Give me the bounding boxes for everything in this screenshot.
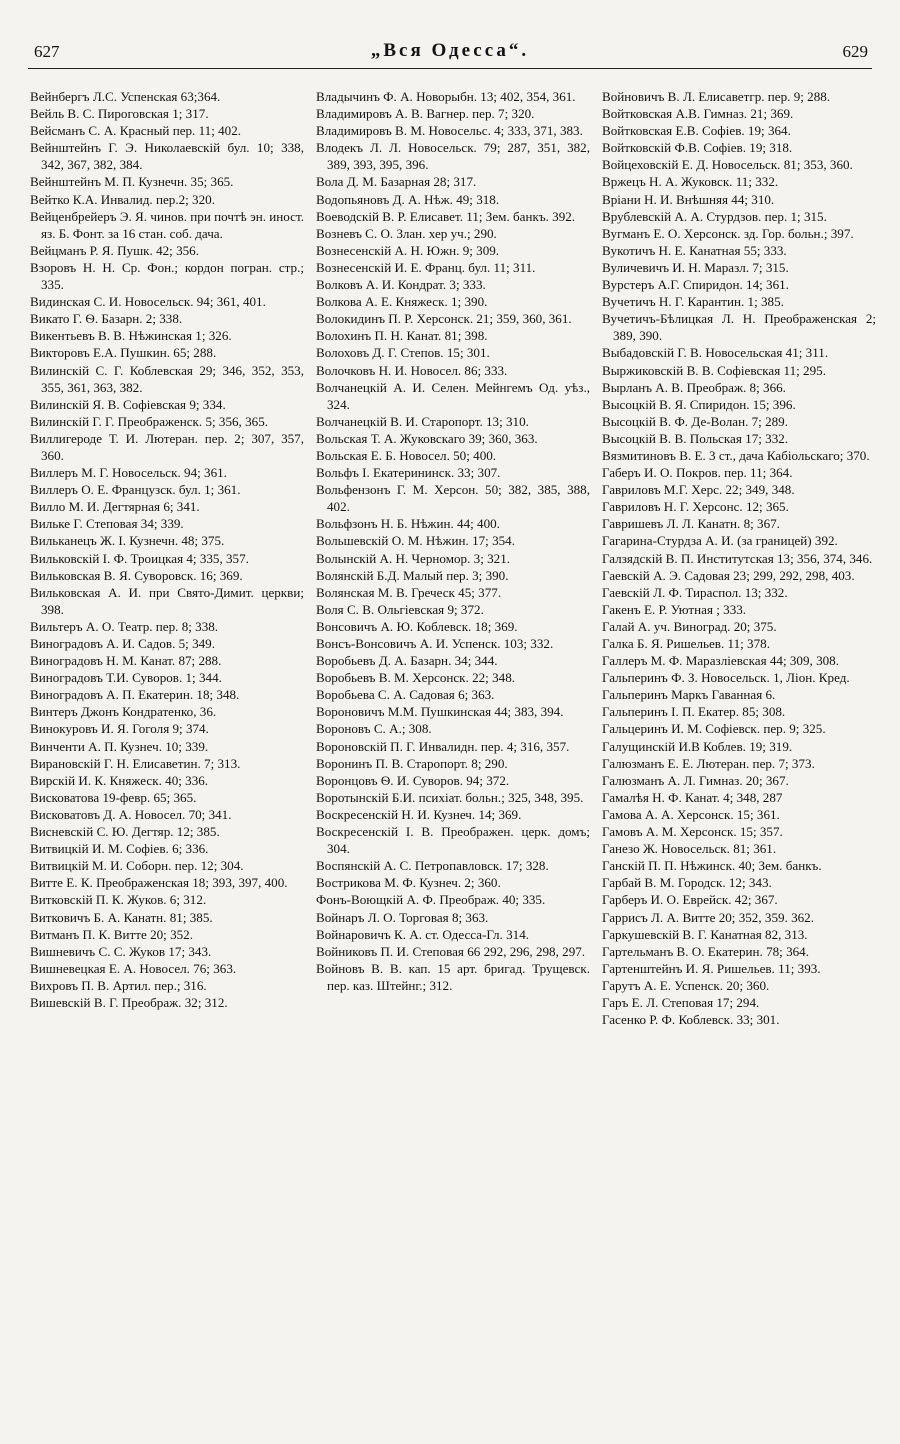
directory-entry: Гакенъ Е. Р. Уютная ; 333. (602, 601, 747, 617)
directory-entry: Вихровъ П. В. Артил. пер.; 316. (30, 977, 207, 993)
directory-entry: Винченти А. П. Кузнеч. 10; 339. (30, 738, 209, 754)
directory-entry: Вильковская А. И. при Свято-Димит. церкви; 398. (30, 584, 304, 617)
directory-entry: Гаркушевскій В. Г. Канатная 82, 313. (602, 926, 808, 942)
directory-entry: Викентьевъ В. В. Нѣжинская 1; 326. (30, 328, 232, 344)
directory-entry: Высоцкій В. Я. Спиридон. 15; 396. (602, 396, 796, 412)
directory-entry: Гарберъ И. О. Еврейск. 42; 367. (602, 892, 778, 908)
directory-entry: Вилинскій С. Г. Коблевская 29; 346, 352, 353, 355, 361, 363, 382. (30, 362, 304, 395)
directory-entry: Вучетичъ Н. Г. Карантин. 1; 385. (602, 294, 784, 310)
directory-entry: Вола Д. М. Базарная 28; 317. (316, 174, 477, 190)
directory-entry: Гасенко Р. Ф. Коблевск. 33; 301. (602, 1012, 780, 1028)
directory-entry: Викато Г. Ѳ. Базарн. 2; 338. (30, 311, 183, 327)
directory-entry: Виллигероде Т. И. Лютеран. пер. 2; 307, 357, 360. (30, 430, 304, 463)
directory-entry: Воробьева С. А. Садовая 6; 363. (316, 687, 495, 703)
directory-entry: Ганскій П. П. Нѣжинск. 40; Зем. банкъ. (602, 858, 822, 874)
directory-entry: Воскресенскій І. В. Преображен. церк. домъ; 304. (316, 824, 590, 857)
directory-entry: Волкова А. Е. Княжеск. 1; 390. (316, 294, 488, 310)
directory-entry: Гамовъ А. М. Херсонск. 15; 357. (602, 824, 783, 840)
directory-entry: Галущинскій И.В Коблев. 19; 319. (602, 738, 793, 754)
directory-entry: Галка Б. Я. Ришельев. 11; 378. (602, 636, 770, 651)
directory-entry: Галзядскій В. П. Институтская 13; 356, 374, 346. (602, 550, 873, 566)
directory-entry: Вольшевскій О. М. Нѣжин. 17; 354. (316, 533, 515, 549)
column-2 (316, 88, 590, 1428)
directory-entry: Виллеръ М. Г. Новосельск. 94; 361. (30, 465, 227, 481)
directory-entry: Войтковская А.В. Гимназ. 21; 369. (602, 106, 794, 122)
directory-entry: Гальперинъ Ф. З. Новосельск. 1, Ліон. Кред. (602, 670, 850, 686)
directory-entry: Воронцовъ Ѳ. И. Суворов. 94; 372. (316, 772, 510, 788)
directory-entry: Вейнштейнъ Г. Э. Николаевскій бул. 10; 338, 342, 367, 382, 384. (30, 140, 304, 173)
directory-entry: Вурстеръ А.Г. Спиридон. 14; 361. (602, 277, 789, 293)
directory-entry: Вейценбрейеръ Э. Я. чинов. при почтѣ эн. иност. яз. Б. Фонт. за 16 стан. соб. дача. (30, 208, 304, 241)
directory-entry: Витковскій П. К. Жуков. 6; 312. (30, 892, 207, 908)
directory-entry: Владимировъ В. М. Новосельс. 4; 333, 371, 383. (316, 123, 583, 139)
directory-entry: Волковъ А. И. Кондрат. 3; 333. (316, 277, 486, 293)
column-1 (30, 88, 304, 1428)
directory-entry: Волохинъ П. Н. Канат. 81; 398. (316, 328, 488, 344)
directory-entry: Гарбай В. М. Городск. 12; 343. (602, 875, 772, 891)
directory-entry: Вильтеръ А. О. Театр. пер. 8; 338. (30, 618, 219, 634)
directory-entry: Вознесенскій И. Е. Франц. бул. 11; 311. (316, 259, 536, 275)
directory-entry: Вишневецкая Е. А. Новосел. 76; 363. (30, 960, 237, 976)
directory-entry: Воля С. В. Ольгіевская 9; 372. (316, 601, 484, 617)
directory-entry: Гавриловъ М.Г. Херс. 22; 349, 348. (602, 482, 795, 498)
directory-entry: Вороновичъ М.М. Пушкинская 44; 383, 394. (316, 704, 564, 720)
directory-entry: Галлеръ М. Ф. Маразліевская 44; 309, 308. (602, 653, 839, 669)
directory-entry: Винокуровъ И. Я. Гоголя 9; 374. (30, 721, 209, 737)
directory-entry: Гарутъ А. Е. Успенск. 20; 360. (602, 977, 770, 993)
directory-entry: Вейль В. С. Пироговская 1; 317. (30, 106, 209, 122)
directory-entry: Вучетичъ-Бѣлицкая Л. Н. Преображенская 2; 389, 390. (602, 311, 876, 344)
directory-entry: Вирановскій Г. Н. Елисаветин. 7; 313. (30, 755, 241, 771)
directory-entry: Вырланъ А. В. Преображ. 8; 366. (602, 379, 786, 395)
directory-entry: Галюзманъ А. Л. Гимназ. 20; 367. (602, 772, 789, 788)
directory-entry: Воеводскій В. Р. Елисавет. 11; Зем. банкъ. 392. (316, 208, 576, 224)
directory-entry: Войнаровичъ К. А. ст. Одесса-Гл. 314. (316, 926, 530, 942)
directory-entry: Галюзманъ Е. Е. Лютеран. пер. 7; 373. (602, 755, 815, 771)
directory-entry: Висневскій С. Ю. Дегтяр. 12; 385. (30, 824, 220, 840)
directory-entry: Вознесенскій А. Н. Южн. 9; 309. (316, 242, 500, 258)
directory-entry: Владычинъ Ф. А. Новорыбн. 13; 402, 354, 361. (316, 89, 576, 104)
directory-entry: Высоцкій В. В. Польская 17; 332. (602, 430, 789, 446)
directory-entry: Виноградовъ Т.И. Суворов. 1; 344. (30, 670, 222, 686)
directory-entry: Витвицкій И. М. Софіев. 6; 336. (30, 841, 209, 857)
directory-entry: Вржецъ Н. А. Жуковск. 11; 332. (602, 174, 779, 190)
directory-entry: Воскресенскій Н. И. Кузнеч. 14; 369. (316, 806, 522, 822)
directory-entry: Вишневичъ С. С. Жуков 17; 343. (30, 943, 212, 959)
directory-entry: Вріани Н. И. Внѣшняя 44; 310. (602, 191, 775, 207)
left-page-number: 627 (34, 42, 60, 61)
directory-entry: Вукотичъ Н. Е. Канатная 55; 333. (602, 242, 787, 258)
directory-entry: Гамалѣя Н. Ф. Канат. 4; 348, 287 (602, 789, 783, 805)
directory-entry: Висковатовъ Д. А. Новосел. 70; 341. (30, 806, 232, 822)
directory-entry: Волынскій А. Н. Черномор. 3; 321. (316, 550, 511, 566)
directory-entry: Вейтко К.А. Инвалид. пер.2; 320. (30, 191, 215, 207)
directory-entry: Гаррисъ Л. А. Витте 20; 352, 359. 362. (602, 909, 815, 925)
directory-entry: Вейцманъ Р. Я. Пушк. 42; 356. (30, 242, 200, 258)
directory-entry: Волокидинъ П. Р. Херсонск. 21; 359, 360, 361. (316, 311, 572, 327)
directory-entry: Гальцеринъ И. М. Софіевск. пер. 9; 325. (602, 721, 826, 737)
directory-entry: Вейсманъ С. А. Красный пер. 11; 402. (30, 123, 242, 139)
directory-entry: Гаевскій А. Э. Садовая 23; 299, 292, 298, 403. (602, 567, 855, 583)
directory-entry: Вильковская В. Я. Суворовск. 16; 369. (30, 567, 243, 583)
directory-entry: Войновичъ В. Л. Елисаветгр. пер. 9; 288. (602, 89, 831, 104)
directory-entry: Высоцкій В. Ф. Де-Волан. 7; 289. (602, 413, 788, 429)
column-3 (602, 88, 876, 1428)
directory-entry: Гамова А. А. Херсонск. 15; 361. (602, 806, 780, 822)
directory-entry: Вугманъ Е. О. Херсонск. зд. Гор. больн.; 397. (602, 225, 854, 241)
directory-entry: Волянскій Б.Д. Малый пер. 3; 390. (316, 567, 509, 583)
directory-entry: Водопьяновъ Д. А. Нѣж. 49; 318. (316, 191, 500, 207)
right-page-number: 629 (842, 42, 868, 61)
directory-entry: Вилинскій Я. В. Софіевская 9; 334. (30, 396, 226, 412)
directory-entry: Волчанецкій В. И. Старопорт. 13; 310. (316, 413, 529, 429)
directory-entry: Гартельманъ В. О. Екатерин. 78; 364. (602, 943, 810, 959)
directory-entry: Вишевскій В. Г. Преображ. 32; 312. (30, 994, 228, 1010)
directory-entry: Вирскій И. К. Княжеск. 40; 336. (30, 772, 209, 788)
directory-entry: Вильканецъ Ж. І. Кузнечн. 48; 375. (30, 533, 225, 549)
directory-entry: Воспянскій А. С. Петропавловск. 17; 328. (316, 858, 549, 874)
directory-entry: Вейнштейнъ М. П. Кузнечн. 35; 365. (30, 174, 234, 190)
directory-entry: Выржиковскій В. В. Софіевская 11; 295. (602, 362, 826, 378)
directory-entry: Влодекъ Л. Л. Новосельск. 79; 287, 351, 382, 389, 393, 395, 396. (316, 140, 590, 173)
directory-entry: Войтковская Е.В. Софіев. 19; 364. (602, 123, 791, 139)
directory-entry: Габеръ И. О. Покров. пер. 11; 364. (602, 465, 793, 481)
directory-entry: Войновъ В. В. кап. 15 арт. бригад. Трущевск. пер. каз. Штейнг.; 312. (316, 960, 590, 993)
directory-entry: Вилинскій Г. Г. Преображенск. 5; 356, 365. (30, 413, 269, 429)
directory-entry: Возневъ С. О. Злан. хер уч.; 290. (316, 225, 497, 241)
directory-entry: Видинская С. И. Новосельск. 94; 361, 401. (30, 294, 266, 310)
directory-entry: Вольфензонъ Г. М. Херсон. 50; 382, 385, 388, 402. (316, 482, 590, 515)
directory-entry: Гагарина-Стурдза А. И. (за границей) 392. (602, 533, 838, 549)
directory-entry: Войтковскій Ф.В. Софіев. 19; 318. (602, 140, 793, 156)
directory-entry: Витвицкій М. И. Соборн. пер. 12; 304. (30, 858, 244, 874)
directory-entry: Витманъ П. К. Витте 20; 352. (30, 926, 193, 942)
directory-entry: Викторовъ Е.А. Пушкин. 65; 288. (30, 345, 217, 361)
directory-entry: Галай А. уч. Виноград. 20; 375. (602, 618, 777, 634)
directory-entry: Вязмитиновъ В. Е. 3 ст., дача Кабіольскаго; 370. (602, 447, 870, 463)
directory-entry: Витте Е. К. Преображенская 18; 393, 397, 400. (30, 875, 288, 891)
directory-entry: Волоховъ Д. Г. Степов. 15; 301. (316, 345, 490, 361)
directory-entry: Вольская Т. А. Жуковскаго 39; 360, 363. (316, 430, 538, 446)
directory-entry: Фонъ-Воющкій А. Ф. Преображ. 40; 335. (316, 892, 546, 908)
directory-entry: Волянская М. В. Греческ 45; 377. (316, 584, 502, 600)
directory-entry: Волчанецкій А. И. Селен. Мейнгемъ Од. уѣз., 324. (316, 379, 590, 412)
directory-entry: Вольская Е. Б. Новосел. 50; 400. (316, 447, 497, 463)
directory-entry: Вейнбергъ Л.С. Успенская 63;364. (30, 89, 221, 104)
directory-entry: Вильке Г. Степовая 34; 339. (30, 516, 184, 532)
directory-entry: Воротынскій Б.И. психіат. больн.; 325, 348, 395. (316, 789, 584, 805)
running-header (28, 34, 872, 69)
running-title: „Вся Одесса“. (370, 40, 530, 61)
directory-entry: Вонсовичъ А. Ю. Коблевск. 18; 369. (316, 618, 518, 634)
directory-entry: Вонсъ-Вонсовичъ А. И. Успенск. 103; 332. (316, 636, 554, 651)
directory-entry: Вольфзонъ Н. Б. Нѣжин. 44; 400. (316, 516, 500, 532)
directory-entry: Гаевскій Л. Ф. Тираспол. 13; 332. (602, 584, 788, 600)
directory-entry: Войцеховскій Е. Д. Новосельск. 81; 353, 360. (602, 157, 853, 173)
directory-entry: Владимировъ А. В. Вагнер. пер. 7; 320. (316, 106, 535, 122)
directory-entry: Вильковскій І. Ф. Троицкая 4; 335, 357. (30, 550, 249, 566)
directory-entry: Гартенштейнъ И. Я. Ришельев. 11; 393. (602, 960, 821, 976)
directory-columns (30, 88, 876, 1428)
directory-entry: Врублевскій А. А. Стурдзов. пер. 1; 315. (602, 208, 827, 224)
directory-entry: Виноградовъ А. П. Екатерин. 18; 348. (30, 687, 240, 703)
directory-entry: Волочковъ Н. И. Новосел. 86; 333. (316, 362, 508, 378)
directory-entry: Взоровъ Н. Н. Ср. Фон.; кордон погран. стр.; 335. (30, 259, 304, 293)
directory-entry: Вороновъ С. А.; 308. (316, 721, 432, 737)
directory-entry: Гавришевъ Л. Л. Канатн. 8; 367. (602, 516, 780, 532)
directory-entry: Витковичъ Б. А. Канатн. 81; 385. (30, 909, 213, 925)
directory-entry: Ганезо Ж. Новосельск. 81; 361. (602, 841, 777, 857)
directory-entry: Винтеръ Джонъ Кондратенко, 36. (30, 704, 217, 720)
directory-entry: Вилло М. И. Дегтярная 6; 341. (30, 499, 200, 515)
directory-entry: Гавриловъ Н. Г. Херсонс. 12; 365. (602, 499, 789, 515)
directory-entry: Гальперинъ І. П. Екатер. 85; 308. (602, 704, 786, 720)
directory-entry: Вольфъ І. Екатерининск. 33; 307. (316, 465, 501, 481)
directory-entry: Виноградовъ А. И. Садов. 5; 349. (30, 636, 215, 651)
directory-entry: Воробьевъ Д. А. Базарн. 34; 344. (316, 653, 498, 669)
directory-entry: Вострикова М. Ф. Кузнеч. 2; 360. (316, 875, 501, 891)
directory-entry: Гаръ Е. Л. Степовая 17; 294. (602, 994, 760, 1010)
directory-entry: Виноградовъ Н. М. Канат. 87; 288. (30, 653, 222, 669)
directory-entry: Вороновскій П. Г. Инвалидн. пер. 4; 316, 357. (316, 738, 570, 754)
directory-entry: Воронинъ П. В. Старопорт. 8; 290. (316, 755, 508, 771)
directory-entry: Войнаръ Л. О. Торговая 8; 363. (316, 909, 489, 925)
directory-entry: Войниковъ П. И. Степовая 66 292, 296, 298, 297. (316, 943, 586, 959)
directory-entry: Виллеръ О. Е. Французск. бул. 1; 361. (30, 482, 241, 498)
directory-entry: Выбадовскій Г. В. Новосельская 41; 311. (602, 345, 829, 361)
directory-entry: Висковатова 19-февр. 65; 365. (30, 789, 197, 805)
directory-entry: Вуличевичъ И. Н. Маразл. 7; 315. (602, 259, 789, 275)
directory-entry: Воробьевъ В. М. Херсонск. 22; 348. (316, 670, 516, 686)
directory-entry: Гальперинъ Маркъ Гаванная 6. (602, 687, 776, 703)
